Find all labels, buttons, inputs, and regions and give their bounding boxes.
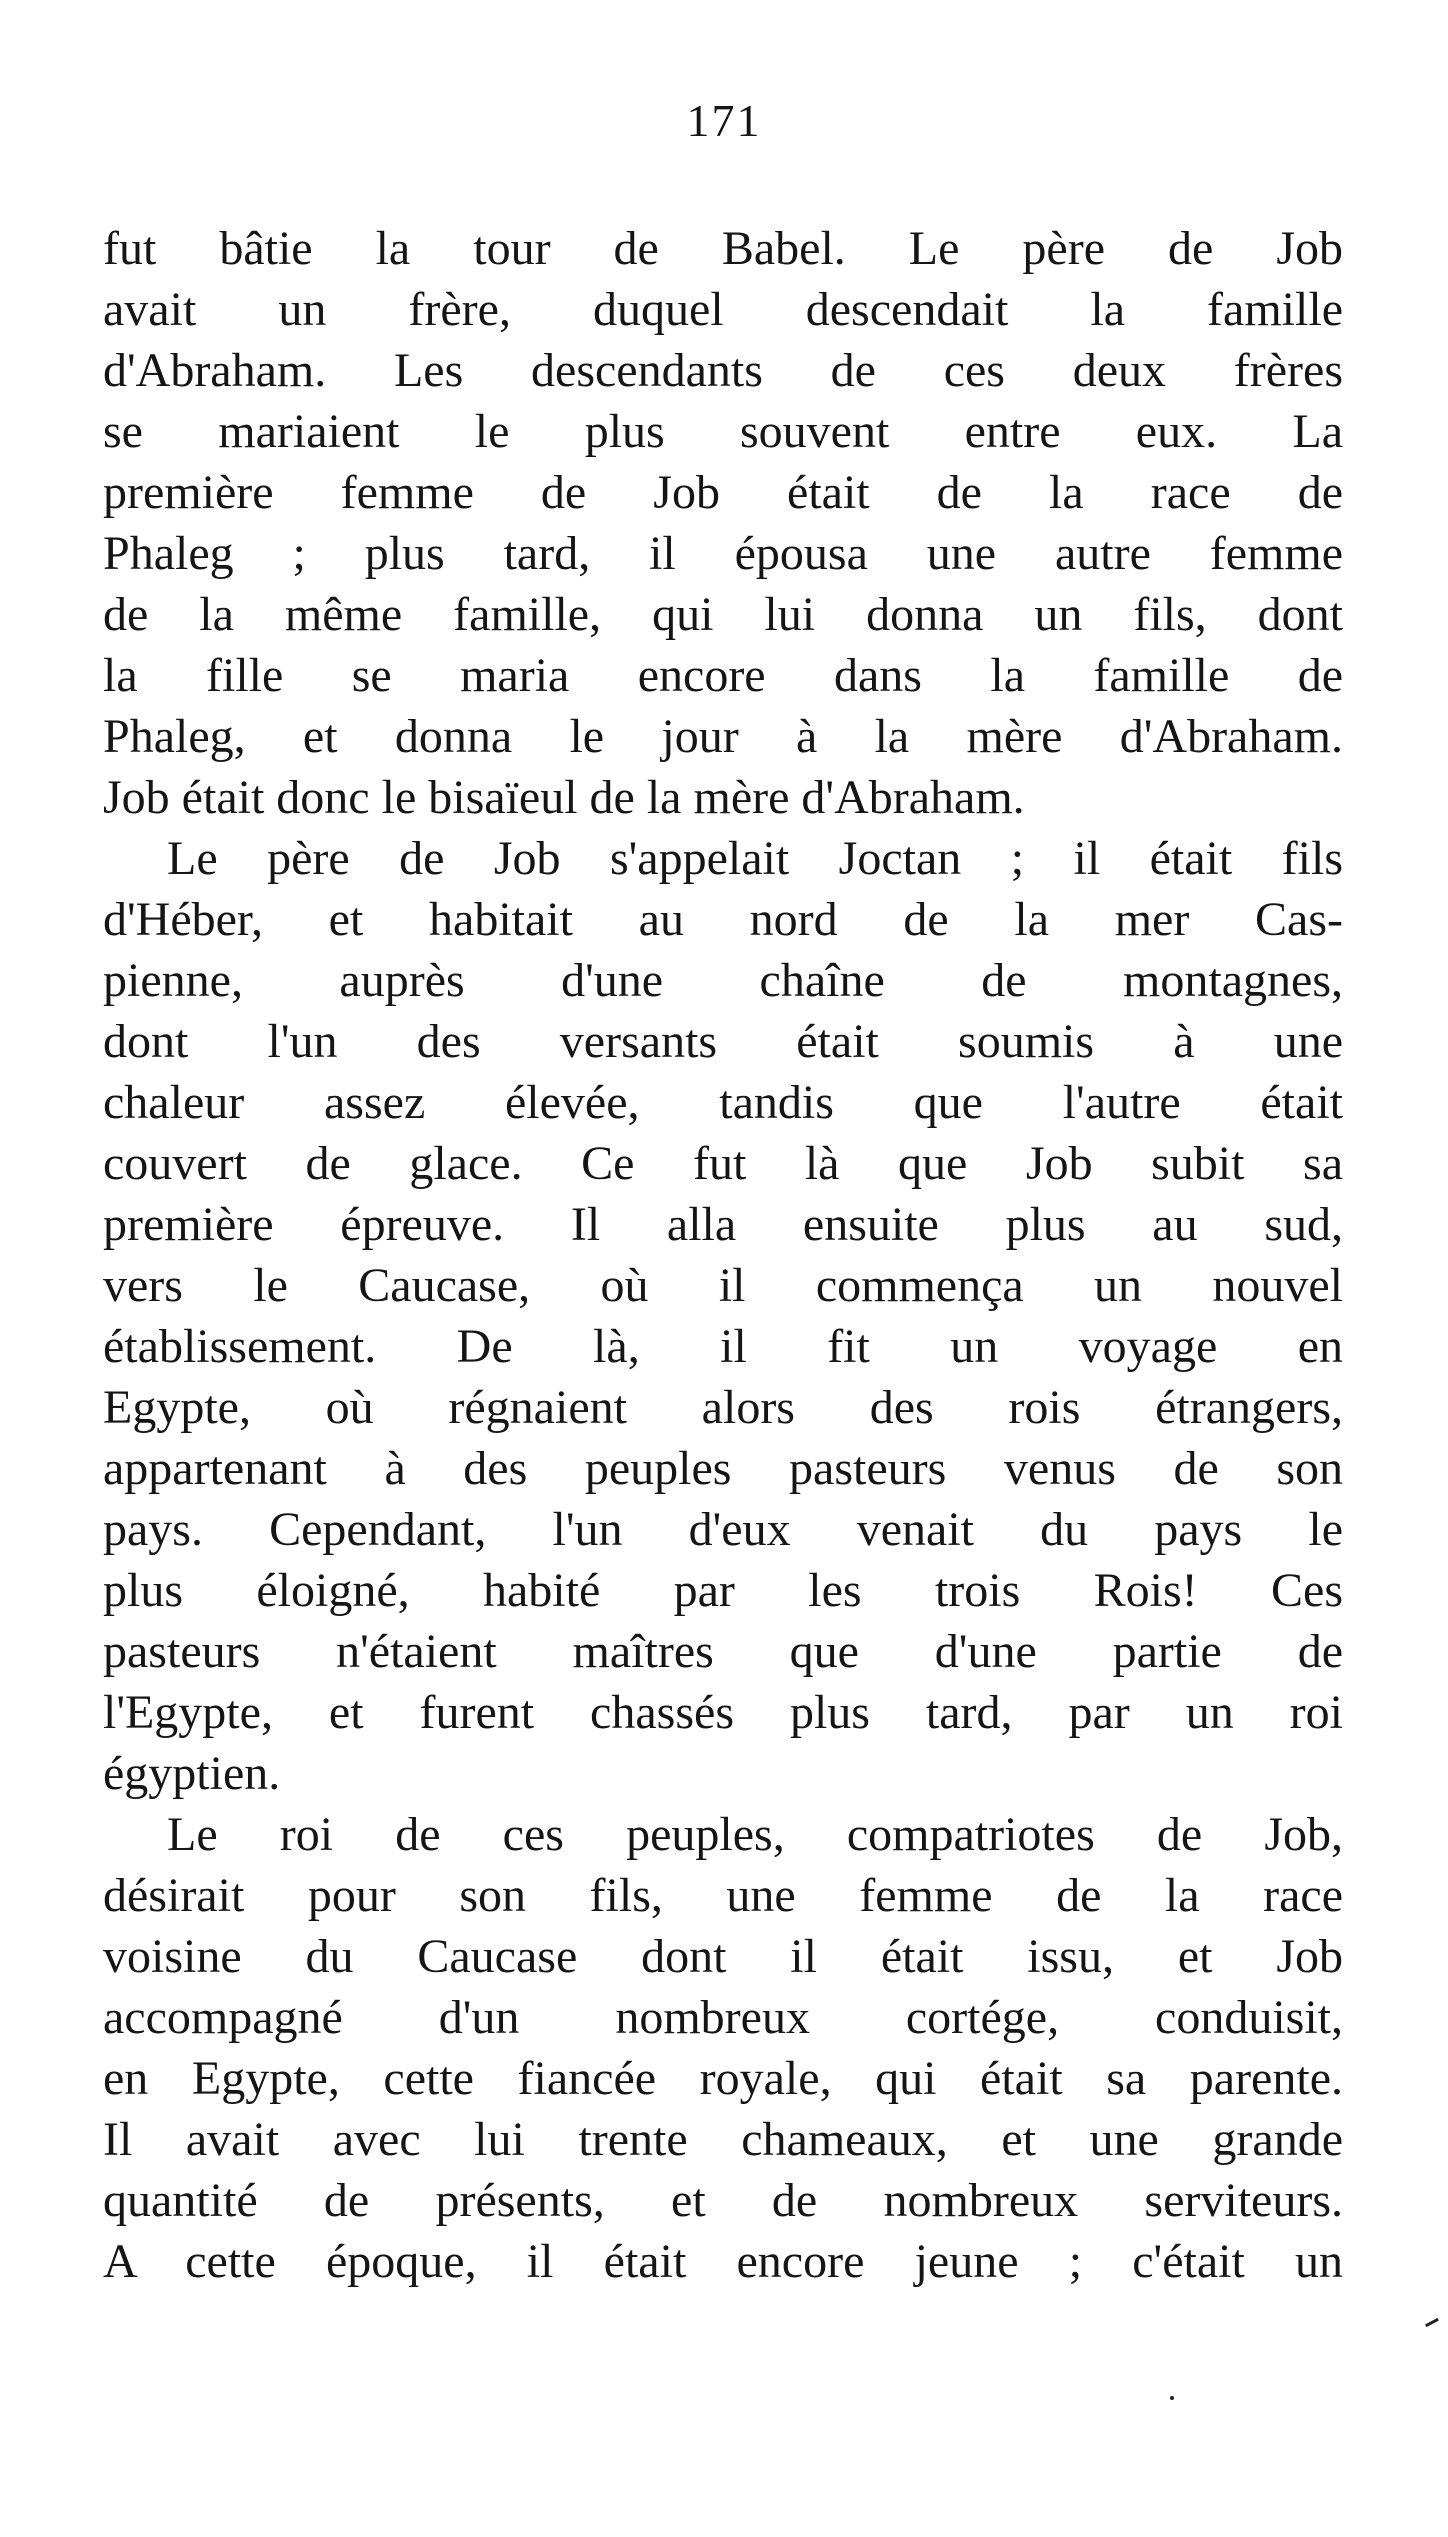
- ink-speck: [1425, 2318, 1439, 2327]
- text-line: chaleur assez élevée, tandis que l'autre était: [103, 1076, 1343, 1129]
- text-line: accompagné d'un nombreux cortége, conduisit,: [103, 1991, 1343, 2044]
- text-line: Il avait avec lui trente chameaux, et une grande: [103, 2113, 1343, 2166]
- text-line: la fille se maria encore dans la famille de: [103, 649, 1343, 702]
- text-line: première épreuve. Il alla ensuite plus au sud,: [103, 1198, 1343, 1251]
- paragraph-start-line: Le père de Job s'appelait Joctan ; il était fils: [167, 832, 1343, 885]
- ink-speck: [1170, 2396, 1174, 2400]
- text-line: se mariaient le plus souvent entre eux. La: [103, 405, 1343, 458]
- text-line: établissement. De là, il fit un voyage en: [103, 1320, 1343, 1373]
- paragraph-start-line: Le roi de ces peuples, compatriotes de Job,: [167, 1808, 1343, 1861]
- text-line: voisine du Caucase dont il était issu, et Job: [103, 1930, 1343, 1983]
- text-line: appartenant à des peuples pasteurs venus de son: [103, 1442, 1343, 1495]
- text-line: vers le Caucase, où il commença un nouvel: [103, 1259, 1343, 1312]
- text-line: avait un frère, duquel descendait la famille: [103, 283, 1343, 336]
- text-line: égyptien.: [103, 1747, 281, 1800]
- text-line: quantité de présents, et de nombreux serviteurs.: [103, 2174, 1343, 2227]
- text-line: pienne, auprès d'une chaîne de montagnes,: [103, 954, 1343, 1007]
- text-line: A cette époque, il était encore jeune ; c'était un: [103, 2235, 1343, 2288]
- text-line: première femme de Job était de la race de: [103, 466, 1343, 519]
- text-line: d'Abraham. Les descendants de ces deux frères: [103, 344, 1343, 397]
- page-number: 171: [686, 95, 762, 146]
- text-line: plus éloigné, habité par les trois Rois! Ces: [103, 1564, 1343, 1617]
- text-line: fut bâtie la tour de Babel. Le père de Job: [103, 222, 1343, 275]
- text-line: Job était donc le bisaïeul de la mère d'Abraham.: [103, 771, 1025, 824]
- text-line: Egypte, où régnaient alors des rois étrangers,: [103, 1381, 1343, 1434]
- text-line: dont l'un des versants était soumis à une: [103, 1015, 1343, 1068]
- text-line: Phaleg ; plus tard, il épousa une autre femme: [103, 527, 1343, 580]
- text-line: d'Héber, et habitait au nord de la mer Cas-: [103, 893, 1343, 946]
- body-text: [103, 218, 1343, 2292]
- text-line: l'Egypte, et furent chassés plus tard, par un roi: [103, 1686, 1343, 1739]
- text-line: désirait pour son fils, une femme de la race: [103, 1869, 1343, 1922]
- text-line: couvert de glace. Ce fut là que Job subit sa: [103, 1137, 1343, 1190]
- text-line: pasteurs n'étaient maîtres que d'une partie de: [103, 1625, 1343, 1678]
- text-line: en Egypte, cette fiancée royale, qui était sa parente.: [103, 2052, 1343, 2105]
- text-line: de la même famille, qui lui donna un fils, dont: [103, 588, 1343, 641]
- text-line: Phaleg, et donna le jour à la mère d'Abraham.: [103, 710, 1343, 763]
- text-line: pays. Cependant, l'un d'eux venait du pays le: [103, 1503, 1343, 1556]
